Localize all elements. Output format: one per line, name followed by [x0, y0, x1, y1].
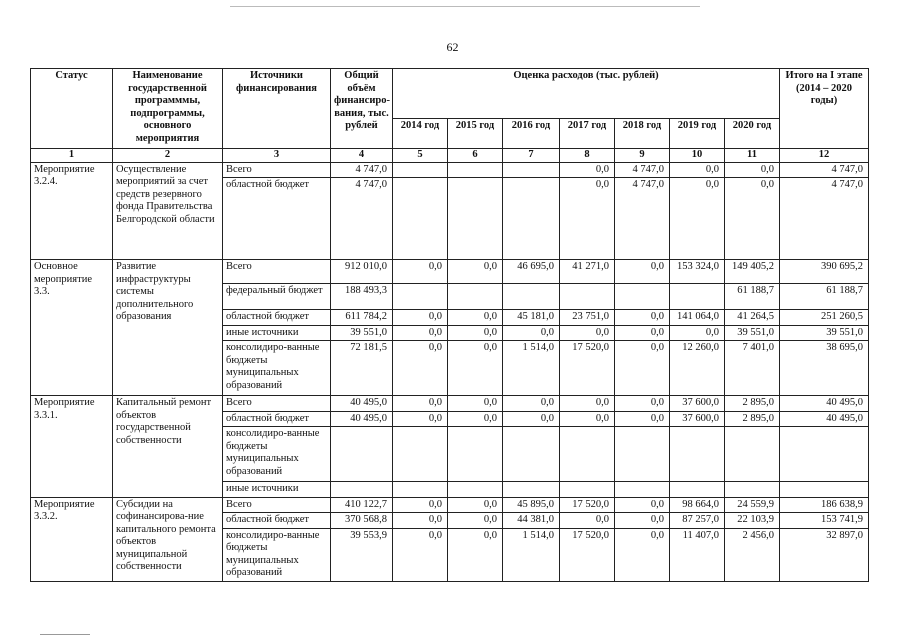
name-cell: Развитие инфраструктуры системы дополнительного образования	[113, 260, 223, 396]
value-cell	[331, 482, 393, 498]
value-cell: 7 401,0	[725, 341, 780, 396]
value-cell: 0,0	[615, 310, 670, 326]
value-cell	[560, 427, 615, 482]
value-cell: 370 568,8	[331, 513, 393, 529]
value-cell: 87 257,0	[670, 513, 725, 529]
value-cell: 46 695,0	[503, 260, 560, 284]
column-number: 10	[670, 149, 725, 163]
value-cell: 153 741,9	[780, 513, 869, 529]
value-cell: 32 897,0	[780, 528, 869, 581]
header-year: 2016 год	[503, 119, 560, 149]
value-cell: 0,0	[725, 178, 780, 260]
value-cell: 4 747,0	[615, 178, 670, 260]
value-cell: 61 188,7	[725, 284, 780, 310]
value-cell: 40 495,0	[331, 396, 393, 412]
name-cell: Осуществление мероприятий за счет средств резервного фонда Правительства Белгородской области	[113, 162, 223, 260]
name-cell: Субсидии на софинансирова-ние капитального ремонта объектов муниципальной собственности	[113, 497, 223, 581]
value-cell	[615, 284, 670, 310]
status-cell: Мероприятие 3.3.2.	[31, 497, 113, 581]
value-cell: 2 456,0	[725, 528, 780, 581]
top-edge-line	[230, 6, 700, 7]
value-cell: 0,0	[393, 513, 448, 529]
value-cell: 188 493,3	[331, 284, 393, 310]
value-cell: 0,0	[448, 411, 503, 427]
value-cell: 0,0	[670, 178, 725, 260]
column-number: 8	[560, 149, 615, 163]
budget-table	[30, 68, 869, 582]
header-year: 2020 год	[725, 119, 780, 149]
value-cell	[503, 162, 560, 178]
column-number-row	[31, 149, 869, 163]
value-cell: 40 495,0	[780, 396, 869, 412]
value-cell	[331, 427, 393, 482]
table-row	[31, 396, 869, 412]
value-cell: 39 551,0	[725, 325, 780, 341]
value-cell: 0,0	[615, 396, 670, 412]
value-cell: 0,0	[448, 310, 503, 326]
name-cell: Капитальный ремонт объектов государственной собственности	[113, 396, 223, 498]
value-cell: 0,0	[615, 341, 670, 396]
value-cell: 0,0	[393, 310, 448, 326]
column-number: 2	[113, 149, 223, 163]
value-cell: 0,0	[448, 341, 503, 396]
header-itogo: Итого на I этапе (2014 – 2020 годы)	[780, 69, 869, 149]
value-cell	[780, 427, 869, 482]
value-cell: 4 747,0	[780, 162, 869, 178]
value-cell: 1 514,0	[503, 341, 560, 396]
value-cell	[503, 178, 560, 260]
value-cell: 2 895,0	[725, 396, 780, 412]
header-year: 2019 год	[670, 119, 725, 149]
value-cell: 0,0	[560, 325, 615, 341]
value-cell: 0,0	[670, 325, 725, 341]
source-cell: иные источники	[223, 482, 331, 498]
value-cell: 0,0	[448, 325, 503, 341]
value-cell: 0,0	[393, 260, 448, 284]
value-cell: 98 664,0	[670, 497, 725, 513]
value-cell	[393, 427, 448, 482]
value-cell: 0,0	[448, 497, 503, 513]
value-cell	[448, 427, 503, 482]
source-cell: консолидиро-ванные бюджеты муниципальных образований	[223, 341, 331, 396]
header-year: 2017 год	[560, 119, 615, 149]
status-cell: Мероприятие 3.3.1.	[31, 396, 113, 498]
status-cell: Основное мероприятие 3.3.	[31, 260, 113, 396]
value-cell: 4 747,0	[780, 178, 869, 260]
value-cell: 39 553,9	[331, 528, 393, 581]
value-cell: 41 264,5	[725, 310, 780, 326]
column-number: 6	[448, 149, 503, 163]
source-cell: областной бюджет	[223, 178, 331, 260]
value-cell: 0,0	[393, 341, 448, 396]
value-cell: 4 747,0	[615, 162, 670, 178]
value-cell	[503, 482, 560, 498]
value-cell	[725, 482, 780, 498]
value-cell	[560, 482, 615, 498]
value-cell: 912 010,0	[331, 260, 393, 284]
table-row	[31, 497, 869, 513]
source-cell: Всего	[223, 396, 331, 412]
value-cell: 149 405,2	[725, 260, 780, 284]
value-cell: 0,0	[393, 411, 448, 427]
footnote-line	[40, 634, 90, 635]
value-cell: 0,0	[393, 325, 448, 341]
value-cell: 0,0	[560, 411, 615, 427]
value-cell: 186 638,9	[780, 497, 869, 513]
value-cell: 72 181,5	[331, 341, 393, 396]
value-cell: 37 600,0	[670, 411, 725, 427]
value-cell: 37 600,0	[670, 396, 725, 412]
source-cell: областной бюджет	[223, 411, 331, 427]
column-number: 5	[393, 149, 448, 163]
value-cell: 0,0	[448, 260, 503, 284]
source-cell: Всего	[223, 162, 331, 178]
value-cell	[670, 427, 725, 482]
source-cell: областной бюджет	[223, 513, 331, 529]
value-cell: 61 188,7	[780, 284, 869, 310]
value-cell: 0,0	[560, 178, 615, 260]
value-cell: 24 559,9	[725, 497, 780, 513]
value-cell: 0,0	[560, 162, 615, 178]
header-name: Наименование государственной программмы, подпрограммы, основного мероприятия	[113, 69, 223, 149]
value-cell: 12 260,0	[670, 341, 725, 396]
value-cell	[448, 178, 503, 260]
value-cell: 153 324,0	[670, 260, 725, 284]
value-cell: 0,0	[393, 396, 448, 412]
value-cell: 0,0	[503, 396, 560, 412]
source-cell: федеральный бюджет	[223, 284, 331, 310]
value-cell	[725, 427, 780, 482]
value-cell	[560, 284, 615, 310]
value-cell	[448, 162, 503, 178]
header-total: Общий объём финансиро-вания, тыс. рублей	[331, 69, 393, 149]
header-year: 2015 год	[448, 119, 503, 149]
header-year: 2018 год	[615, 119, 670, 149]
column-number: 11	[725, 149, 780, 163]
source-cell: областной бюджет	[223, 310, 331, 326]
value-cell: 45 181,0	[503, 310, 560, 326]
column-number: 9	[615, 149, 670, 163]
value-cell: 1 514,0	[503, 528, 560, 581]
value-cell: 40 495,0	[331, 411, 393, 427]
column-number: 1	[31, 149, 113, 163]
column-number: 3	[223, 149, 331, 163]
value-cell	[448, 482, 503, 498]
source-cell: Всего	[223, 260, 331, 284]
header-estimate: Оценка расходов (тыс. рублей)	[393, 69, 780, 119]
value-cell: 45 895,0	[503, 497, 560, 513]
table-row	[31, 162, 869, 178]
header-sources: Источники финансирования	[223, 69, 331, 149]
value-cell	[670, 284, 725, 310]
value-cell	[670, 482, 725, 498]
header-status: Статус	[31, 69, 113, 149]
value-cell: 0,0	[615, 411, 670, 427]
value-cell	[393, 284, 448, 310]
value-cell	[393, 178, 448, 260]
value-cell: 2 895,0	[725, 411, 780, 427]
value-cell	[393, 482, 448, 498]
table-body	[31, 162, 869, 581]
source-cell: консолидиро-ванные бюджеты муниципальных образований	[223, 427, 331, 482]
value-cell: 40 495,0	[780, 411, 869, 427]
value-cell: 23 751,0	[560, 310, 615, 326]
value-cell: 0,0	[503, 325, 560, 341]
value-cell	[393, 162, 448, 178]
value-cell	[448, 284, 503, 310]
value-cell: 44 381,0	[503, 513, 560, 529]
value-cell: 0,0	[503, 411, 560, 427]
value-cell: 0,0	[615, 497, 670, 513]
value-cell: 17 520,0	[560, 497, 615, 513]
value-cell: 22 103,9	[725, 513, 780, 529]
column-number: 12	[780, 149, 869, 163]
value-cell	[503, 427, 560, 482]
value-cell: 0,0	[448, 513, 503, 529]
header-year: 2014 год	[393, 119, 448, 149]
value-cell: 390 695,2	[780, 260, 869, 284]
value-cell: 0,0	[615, 513, 670, 529]
value-cell: 0,0	[560, 396, 615, 412]
value-cell: 4 747,0	[331, 178, 393, 260]
value-cell: 410 122,7	[331, 497, 393, 513]
table-row	[31, 260, 869, 284]
source-cell: иные источники	[223, 325, 331, 341]
value-cell: 0,0	[615, 325, 670, 341]
value-cell	[503, 284, 560, 310]
value-cell	[615, 482, 670, 498]
column-number: 7	[503, 149, 560, 163]
value-cell: 38 695,0	[780, 341, 869, 396]
value-cell: 0,0	[560, 513, 615, 529]
value-cell: 41 271,0	[560, 260, 615, 284]
value-cell: 0,0	[448, 396, 503, 412]
column-number: 4	[331, 149, 393, 163]
value-cell: 0,0	[615, 528, 670, 581]
value-cell: 0,0	[393, 497, 448, 513]
value-cell: 4 747,0	[331, 162, 393, 178]
value-cell	[780, 482, 869, 498]
value-cell: 611 784,2	[331, 310, 393, 326]
source-cell: консолидиро-ванные бюджеты муниципальных образований	[223, 528, 331, 581]
source-cell: Всего	[223, 497, 331, 513]
value-cell: 141 064,0	[670, 310, 725, 326]
value-cell: 251 260,5	[780, 310, 869, 326]
value-cell: 0,0	[393, 528, 448, 581]
value-cell: 17 520,0	[560, 528, 615, 581]
value-cell: 0,0	[448, 528, 503, 581]
value-cell	[615, 427, 670, 482]
value-cell: 39 551,0	[780, 325, 869, 341]
value-cell: 0,0	[670, 162, 725, 178]
value-cell: 0,0	[615, 260, 670, 284]
page-number: 62	[446, 40, 459, 54]
value-cell: 39 551,0	[331, 325, 393, 341]
value-cell: 11 407,0	[670, 528, 725, 581]
value-cell: 0,0	[725, 162, 780, 178]
status-cell: Мероприятие 3.2.4.	[31, 162, 113, 260]
value-cell: 17 520,0	[560, 341, 615, 396]
